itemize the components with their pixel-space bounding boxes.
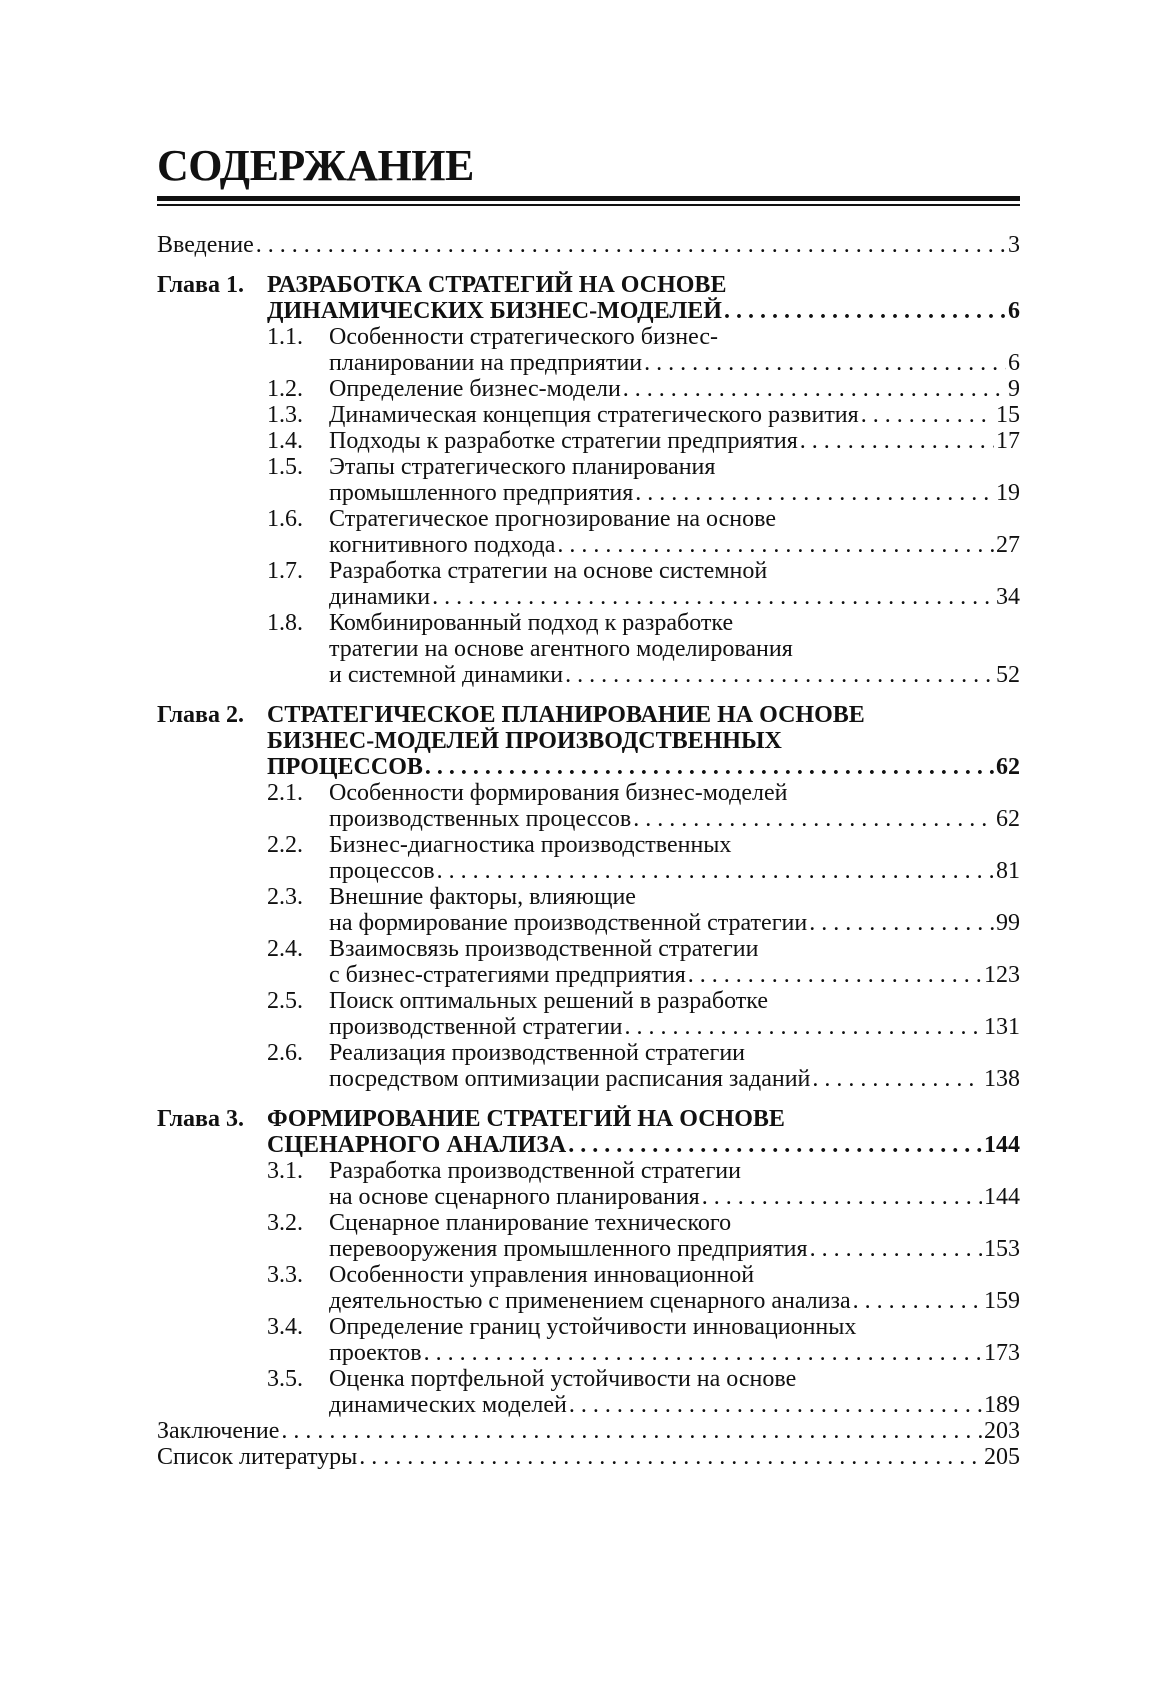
- dot-leader: [437, 858, 994, 884]
- toc-entry-text: деятельностью с применением сценарного анализа: [329, 1288, 851, 1314]
- toc-entry-text: Особенности формирования бизнес-моделей: [329, 780, 788, 806]
- toc-page-number: 9: [1008, 376, 1020, 402]
- section-entry[interactable]: [157, 1366, 1020, 1418]
- section-number: 1.7.: [267, 558, 303, 584]
- toc-entry-line: [329, 402, 1020, 428]
- toc-entry-line: [329, 1314, 1020, 1340]
- chapter-title: [267, 1106, 1020, 1158]
- toc-entry-text: Внешние факторы, влияющие: [329, 884, 636, 910]
- section-title: [329, 506, 1020, 558]
- chapter-heading[interactable]: [157, 1106, 1020, 1158]
- section-number: 1.8.: [267, 610, 303, 636]
- toc-entry-line: [329, 1288, 1020, 1314]
- toc-page: [157, 140, 1020, 1470]
- section-title: [329, 988, 1020, 1040]
- section-number: 2.4.: [267, 936, 303, 962]
- section-title: [329, 884, 1020, 936]
- dot-leader: [635, 480, 994, 506]
- toc-entry-text: Комбинированный подход к разработке: [329, 610, 734, 636]
- section-title: [329, 832, 1020, 884]
- section-number: 1.1.: [267, 324, 303, 350]
- toc-entry-text: Особенности стратегического бизнес-: [329, 324, 719, 350]
- toc-entry-text: на формирование производственной стратегии: [329, 910, 808, 936]
- toc-page-number: 52: [996, 662, 1020, 688]
- section-number: 3.2.: [267, 1210, 303, 1236]
- toc-entry-line: [267, 1132, 1020, 1158]
- toc-entry-line: [329, 480, 1020, 506]
- chapter-title: [267, 272, 1020, 324]
- section-entry[interactable]: [157, 1262, 1020, 1314]
- toc-entry-text: Стратегическое прогнозирование на основе: [329, 506, 776, 532]
- toc-entry-text: СЦЕНАРНОГО АНАЛИЗА: [267, 1132, 567, 1158]
- section-number: 3.3.: [267, 1262, 303, 1288]
- section-entry[interactable]: [157, 1040, 1020, 1092]
- section-number: 1.5.: [267, 454, 303, 480]
- chapter-label: Глава 1.: [157, 272, 244, 298]
- section-number: 1.4.: [267, 428, 303, 454]
- dot-leader: [810, 1236, 982, 1262]
- toc-entry-text: с бизнес-стратегиями предприятия: [329, 962, 686, 988]
- toc-page-number: 153: [984, 1236, 1020, 1262]
- toc-entry-line: [329, 1014, 1020, 1040]
- toc-page-number: 144: [984, 1132, 1020, 1158]
- toc-entry-line: [329, 1040, 1020, 1066]
- toc-entry-line: [329, 1340, 1020, 1366]
- toc-entry-text: Введение: [157, 232, 254, 258]
- toc-entry-line: [329, 428, 1020, 454]
- toc-page-number: 6: [1008, 298, 1020, 324]
- section-number: 2.1.: [267, 780, 303, 806]
- page-title: СОДЕРЖАНИЕ: [157, 141, 474, 190]
- toc-page-number: 123: [984, 962, 1020, 988]
- toc-page-number: 3: [1008, 232, 1020, 258]
- toc-entry-text: Бизнес-диагностика производственных: [329, 832, 732, 858]
- section-entry[interactable]: [157, 558, 1020, 610]
- toc-entry-line: [329, 1066, 1020, 1092]
- dot-leader: [256, 232, 1006, 258]
- rule-thin: [157, 204, 1020, 206]
- toc-entry-line: [267, 1106, 1020, 1132]
- toc-entry-line: [267, 272, 1020, 298]
- toc-entry-line: [329, 454, 1020, 480]
- chapters-list: [157, 272, 1020, 1418]
- section-entry[interactable]: [157, 1210, 1020, 1262]
- toc-entry-text: Динамическая концепция стратегического развития: [329, 402, 859, 428]
- section-number: 1.2.: [267, 376, 303, 402]
- toc-page-number: 62: [996, 806, 1020, 832]
- toc-entry-text: Взаимосвязь производственной стратегии: [329, 936, 759, 962]
- toc-entry-text: Список литературы: [157, 1444, 358, 1470]
- section-entry[interactable]: [157, 402, 1020, 428]
- section-number: 1.6.: [267, 506, 303, 532]
- dot-leader: [424, 1340, 982, 1366]
- toc-entry-text: РАЗРАБОТКА СТРАТЕГИЙ НА ОСНОВЕ: [267, 272, 727, 298]
- dot-leader: [432, 584, 994, 610]
- section-entry[interactable]: [157, 506, 1020, 558]
- toc-entry-line: [329, 1210, 1020, 1236]
- toc-entry-line: [267, 754, 1020, 780]
- toc-page-number: 131: [984, 1014, 1020, 1040]
- section-entry[interactable]: [157, 324, 1020, 376]
- dot-leader: [557, 532, 994, 558]
- toc-entry-line: [329, 1392, 1020, 1418]
- section-number: 2.3.: [267, 884, 303, 910]
- toc-entry-line: [329, 558, 1020, 584]
- toc-entry-line: [329, 584, 1020, 610]
- toc-entry-text: тратегии на основе агентного моделирования: [329, 636, 793, 662]
- section-entry[interactable]: [157, 610, 1020, 688]
- section-number: 3.1.: [267, 1158, 303, 1184]
- toc-entry-line: [329, 936, 1020, 962]
- toc-entry-line: [267, 298, 1020, 324]
- toc-entry-text: перевооружения промышленного предприятия: [329, 1236, 808, 1262]
- dot-leader: [569, 1392, 982, 1418]
- toc-entry-line: [329, 910, 1020, 936]
- toc-entry-text: планировании на предприятии: [329, 350, 643, 376]
- section-title: [329, 558, 1020, 610]
- dot-leader: [853, 1288, 982, 1314]
- section-number: 2.2.: [267, 832, 303, 858]
- section-entry[interactable]: [157, 376, 1020, 402]
- toc-entry-intro[interactable]: [157, 232, 1020, 258]
- toc-entry-line: [329, 1184, 1020, 1210]
- dot-leader: [425, 754, 994, 780]
- toc-entry-line: [329, 324, 1020, 350]
- toc-entry-references[interactable]: [157, 1444, 1020, 1470]
- dot-leader: [565, 662, 994, 688]
- toc-entry-line: [329, 962, 1020, 988]
- toc-entry-conclusion[interactable]: [157, 1418, 1020, 1444]
- toc-entry-text: Этапы стратегического планирования: [329, 454, 716, 480]
- toc-page-number: 15: [996, 402, 1020, 428]
- section-title: [329, 324, 1020, 376]
- dot-leader: [633, 806, 994, 832]
- toc-entry-line: [329, 806, 1020, 832]
- section-title: [329, 1366, 1020, 1418]
- toc-entry-text: Определение границ устойчивости инновационных: [329, 1314, 857, 1340]
- toc-entry-text: динамики: [329, 584, 431, 610]
- toc-entry-text: когнитивного подхода: [329, 532, 556, 558]
- toc-page-number: 189: [984, 1392, 1020, 1418]
- table-of-contents: [157, 232, 1020, 1470]
- toc-page-number: 27: [996, 532, 1020, 558]
- toc-entry-line: [329, 1158, 1020, 1184]
- section-title: [329, 1210, 1020, 1262]
- section-title: [329, 454, 1020, 506]
- toc-entry-line: [329, 780, 1020, 806]
- section-number: 2.6.: [267, 1040, 303, 1066]
- chapter-heading[interactable]: [157, 702, 1020, 780]
- toc-entry-line: [329, 376, 1020, 402]
- section-entry[interactable]: [157, 936, 1020, 988]
- toc-entry-text: производственных процессов: [329, 806, 632, 832]
- chapter-label: Глава 2.: [157, 702, 244, 728]
- section-entry[interactable]: [157, 428, 1020, 454]
- toc-entry-text: посредством оптимизации расписания заданий: [329, 1066, 811, 1092]
- toc-entry-text: Реализация производственной стратегии: [329, 1040, 746, 1066]
- section-number: 3.4.: [267, 1314, 303, 1340]
- toc-entry-line: [329, 884, 1020, 910]
- toc-entry-line: [329, 350, 1020, 376]
- dot-leader: [688, 962, 982, 988]
- toc-entry-text: Особенности управления инновационной: [329, 1262, 755, 1288]
- toc-entry-text: ПРОЦЕССОВ: [267, 754, 423, 780]
- section-entry[interactable]: [157, 780, 1020, 832]
- toc-entry-text: динамических моделей: [329, 1392, 567, 1418]
- toc-entry-text: процессов: [329, 858, 435, 884]
- section-title: [329, 376, 1020, 402]
- dot-leader: [568, 1132, 982, 1158]
- toc-entry-text: СТРАТЕГИЧЕСКОЕ ПЛАНИРОВАНИЕ НА ОСНОВЕ: [267, 702, 865, 728]
- toc-page-number: 62: [996, 754, 1020, 780]
- chapter-heading[interactable]: [157, 272, 1020, 324]
- section-title: [329, 780, 1020, 832]
- section-number: 2.5.: [267, 988, 303, 1014]
- toc-entry-line: [329, 1236, 1020, 1262]
- toc-entry-line: [329, 610, 1020, 636]
- toc-page-number: 173: [984, 1340, 1020, 1366]
- toc-entry-line: [329, 1366, 1020, 1392]
- rule-thick: [157, 196, 1020, 201]
- toc-entry-line: [329, 636, 1020, 662]
- toc-entry-text: Сценарное планирование технического: [329, 1210, 732, 1236]
- dot-leader: [644, 350, 1006, 376]
- section-title: [329, 1314, 1020, 1366]
- dot-leader: [809, 910, 994, 936]
- section-title: [329, 428, 1020, 454]
- section-entry[interactable]: [157, 832, 1020, 884]
- section-title: [329, 1262, 1020, 1314]
- dot-leader: [702, 1184, 982, 1210]
- section-entry[interactable]: [157, 884, 1020, 936]
- section-entry[interactable]: [157, 454, 1020, 506]
- dot-leader: [812, 1066, 982, 1092]
- section-title: [329, 1040, 1020, 1092]
- title-double-rule: [157, 196, 1020, 210]
- toc-entry-line: [329, 988, 1020, 1014]
- toc-page-number: 205: [984, 1444, 1020, 1470]
- toc-entry-text: ФОРМИРОВАНИЕ СТРАТЕГИЙ НА ОСНОВЕ: [267, 1106, 785, 1132]
- toc-page-number: 81: [996, 858, 1020, 884]
- toc-entry-line: [329, 532, 1020, 558]
- section-number: 1.3.: [267, 402, 303, 428]
- section-number: 3.5.: [267, 1366, 303, 1392]
- toc-page-number: 203: [984, 1418, 1020, 1444]
- section-title: [329, 610, 1020, 688]
- toc-page-number: 17: [996, 428, 1020, 454]
- toc-entry-text: Определение бизнес-модели: [329, 376, 621, 402]
- section-title: [329, 936, 1020, 988]
- toc-page-number: 34: [996, 584, 1020, 610]
- toc-page-number: 6: [1008, 350, 1020, 376]
- dot-leader: [359, 1444, 982, 1470]
- toc-entry-line: [329, 1262, 1020, 1288]
- toc-entry-text: на основе сценарного планирования: [329, 1184, 700, 1210]
- toc-entry-line: [329, 506, 1020, 532]
- toc-entry-line: [267, 702, 1020, 728]
- toc-entry-text: Разработка производственной стратегии: [329, 1158, 741, 1184]
- toc-entry-line: [329, 858, 1020, 884]
- toc-page-number: 144: [984, 1184, 1020, 1210]
- toc-entry-text: производственной стратегии: [329, 1014, 623, 1040]
- dot-leader: [623, 376, 1006, 402]
- toc-entry-text: и системной динамики: [329, 662, 564, 688]
- toc-entry-text: Поиск оптимальных решений в разработке: [329, 988, 768, 1014]
- section-entry[interactable]: [157, 1314, 1020, 1366]
- toc-entry-text: Заключение: [157, 1418, 280, 1444]
- toc-entry-text: проектов: [329, 1340, 422, 1366]
- section-entry[interactable]: [157, 1158, 1020, 1210]
- toc-entry-text: Подходы к разработке стратегии предприятия: [329, 428, 798, 454]
- chapter-title: [267, 702, 1020, 780]
- toc-page-number: 99: [996, 910, 1020, 936]
- dot-leader: [625, 1014, 982, 1040]
- dot-leader: [800, 428, 994, 454]
- toc-entry-line: [267, 728, 1020, 754]
- toc-entry-text: промышленного предприятия: [329, 480, 634, 506]
- section-title: [329, 402, 1020, 428]
- toc-page-number: 138: [984, 1066, 1020, 1092]
- dot-leader: [281, 1418, 982, 1444]
- section-title: [329, 1158, 1020, 1210]
- toc-page-number: 159: [984, 1288, 1020, 1314]
- chapter-label: Глава 3.: [157, 1106, 244, 1132]
- toc-entry-text: Разработка стратегии на основе системной: [329, 558, 768, 584]
- section-entry[interactable]: [157, 988, 1020, 1040]
- toc-entry-line: [329, 832, 1020, 858]
- dot-leader: [724, 298, 1006, 324]
- toc-entry-text: ДИНАМИЧЕСКИХ БИЗНЕС-МОДЕЛЕЙ: [267, 298, 722, 324]
- toc-entry-text: Оценка портфельной устойчивости на основе: [329, 1366, 797, 1392]
- dot-leader: [861, 402, 994, 428]
- toc-entry-line: [329, 662, 1020, 688]
- toc-page-number: 19: [996, 480, 1020, 506]
- toc-entry-text: БИЗНЕС-МОДЕЛЕЙ ПРОИЗВОДСТВЕННЫХ: [267, 728, 782, 754]
